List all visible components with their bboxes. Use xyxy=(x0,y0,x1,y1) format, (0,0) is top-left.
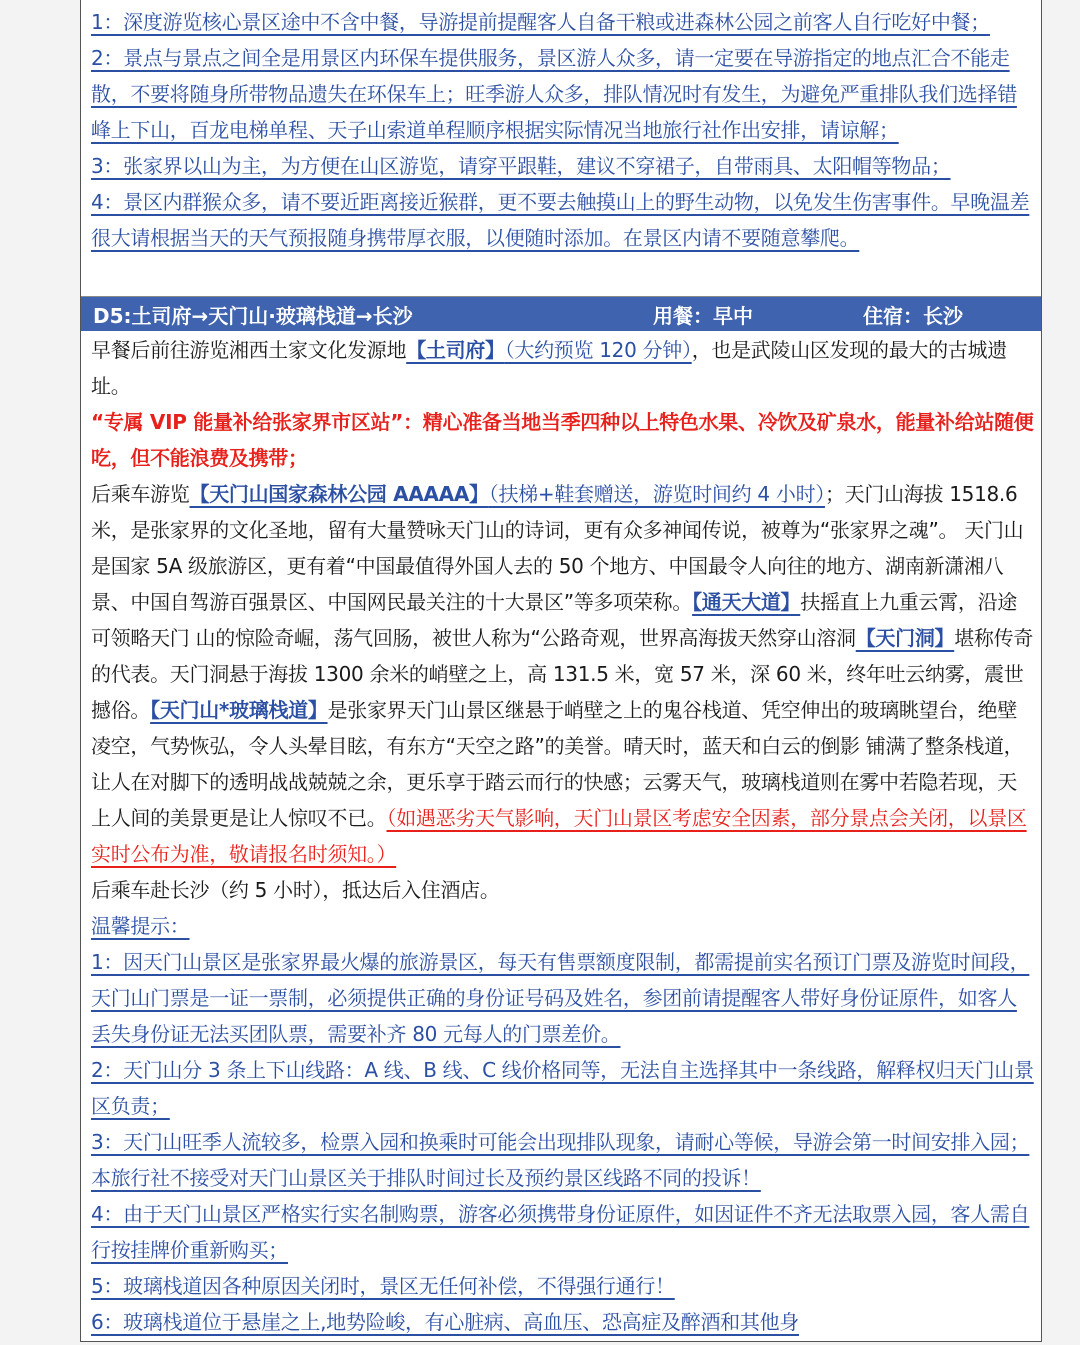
duration-note: （扶梯+鞋套赠送，游览时间约 4 小时） xyxy=(488,482,825,506)
text: 扶摇直上九重云霄，沿途可领略天门 山的惊险奇崛，荡气回肠，被世人称为“公路奇观，世界高海拔天然穿山溶洞 xyxy=(91,590,1017,650)
attraction-tianmenshan-park: 【天门山国家森林公园 AAAAA】 xyxy=(189,482,489,506)
day-title: D5:土司府→天门山·玻璃栈道→长沙 xyxy=(93,303,413,328)
text: 堪称传奇的代表。天门洞悬于海拔 1300 余米的峭壁之上，高 131.5 米，宽 57 米，深 60 米，终年吐云纳雾，震世撼俗。 xyxy=(91,626,1034,722)
attraction-tusifu: 【土司府】 xyxy=(406,338,505,362)
text: 是张家界天门山景区继悬于峭壁之上的鬼谷栈道、凭空伸出的玻璃眺望台，绝壁凌空，气势恢弘，令人头晕目眩，有东方“天空之路”的美誉。晴天时，蓝天和白云的倒影 铺满了整条栈道，让人在对脚下的透明战战兢兢之余，更乐享于踏云而行的快感；云雾天气，玻璃栈道则在雾中若隐若现，天上人间的美景更是让人惊叹不已。 xyxy=(91,698,1024,830)
text: 早餐后前往游览湘西土家文化发源地 xyxy=(91,338,407,362)
vip-supply-notice: “专属 VIP 能量补给张家界市区站”：精心准备当地当季四种以上特色水果、冷饮及矿泉水，能量补给站随便吃，但不能浪费及携带； xyxy=(91,410,1034,470)
day-description xyxy=(91,332,1035,1340)
day-meals: 用餐：早中 xyxy=(653,303,753,328)
text: 后乘车游览 xyxy=(91,482,190,506)
tip-item: 3：天门山旺季人流较多，检票入园和换乘时可能会出现排队现象，请耐心等候，导游会第一时间安排入园；本旅行社不接受对天门山景区关于排队时间过长及预约景区线路不同的投诉！ xyxy=(91,1130,1030,1190)
tip-item: 6：玻璃栈道位于悬崖之上,地势险峻，有心脏病、高血压、恐高症及醉酒和其他身 xyxy=(91,1310,799,1334)
travel-notes-previous-day xyxy=(91,4,1035,256)
day-header xyxy=(81,297,1041,331)
weather-warning: （如遇恶劣天气影响，天门山景区考虑安全因素，部分景点会关闭，以景区实时公布为准，敬请报名时须知。） xyxy=(91,806,1027,866)
attraction-tongtian-road: 【通天大道】 xyxy=(692,590,801,614)
tip-item: 2：天门山分 3 条上下山线路：A 线、B 线、C 线价格同等，无法自主选择其中一条线路，解释权归天门山景区负责； xyxy=(91,1058,1034,1118)
note-item: 4：景区内群猴众多，请不要近距离接近猴群，更不要去触摸山上的野生动物，以免发生伤害事件。早晚温差很大请根据当天的天气预报随身携带厚衣服，以便随时添加。在景区内请不要随意攀爬。 xyxy=(91,190,1030,250)
note-item: 1：深度游览核心景区途中不含中餐，导游提前提醒客人自备干粮或进森林公园之前客人自行吃好中餐； xyxy=(91,10,990,34)
note-item: 3：张家界以山为主，为方便在山区游览，请穿平跟鞋，建议不穿裙子，自带雨具、太阳帽等物品； xyxy=(91,154,951,178)
itinerary-page xyxy=(80,0,1042,1342)
day-accommodation: 住宿：长沙 xyxy=(863,303,963,328)
paragraph-return: 后乘车赴长沙（约 5 小时），抵达后入住酒店。 xyxy=(91,878,500,902)
tips-title: 温馨提示： xyxy=(91,914,190,938)
paragraph-tusifu xyxy=(91,332,1035,404)
tip-item: 4：由于天门山景区严格实行实名制购票，游客必须携带身份证原件，如因证件不齐无法取票入园，客人需自行按挂牌价重新购买； xyxy=(91,1202,1030,1262)
paragraph-tianmenshan xyxy=(91,476,1035,872)
attraction-tianmen-cave: 【天门洞】 xyxy=(855,626,955,650)
tip-item: 5：玻璃栈道因各种原因关闭时，景区无任何补偿，不得强行通行！ xyxy=(91,1274,675,1298)
text: ；天门山海拔 1518.6 米，是张家界的文化圣地，留有大量赞咏天门山的诗词，更有众多神闻传说，被尊为“张家界之魂”。 天门山是国家 5A 级旅游区，更有着“中国最值得外国人去的 50 个地方、中国最令人向往的地方、湖南新潇湘八景、中国自驾游百强景区、中国网民最关注的十大景区”等多项荣称。 xyxy=(91,482,1024,614)
attraction-glass-walkway: 【天门山*玻璃栈道】 xyxy=(150,698,328,722)
text: ，也是武陵山区发现的最大的古城遗址。 xyxy=(91,338,1007,398)
note-item: 2：景点与景点之间全是用景区内环保车提供服务，景区游人众多，请一定要在导游指定的地点汇合不能走散，不要将随身所带物品遗失在环保车上；旺季游人众多，排队情况时有发生，为避免严重排队我们选择错峰上下山，百龙电梯单程、天子山索道单程顺序根据实际情况当地旅行社作出安排，请谅解； xyxy=(91,46,1017,142)
tip-item: 1：因天门山景区是张家界最火爆的旅游景区，每天有售票额度限制，都需提前实名预订门票及游览时间段，天门山门票是一证一票制，必须提供正确的身份证号码及姓名，参团前请提醒客人带好身份证原件，如客人丢失身份证无法买团队票，需要补齐 80 元每人的门票差价。 xyxy=(91,950,1030,1046)
duration-note: （大约预览 120 分钟） xyxy=(504,338,692,362)
